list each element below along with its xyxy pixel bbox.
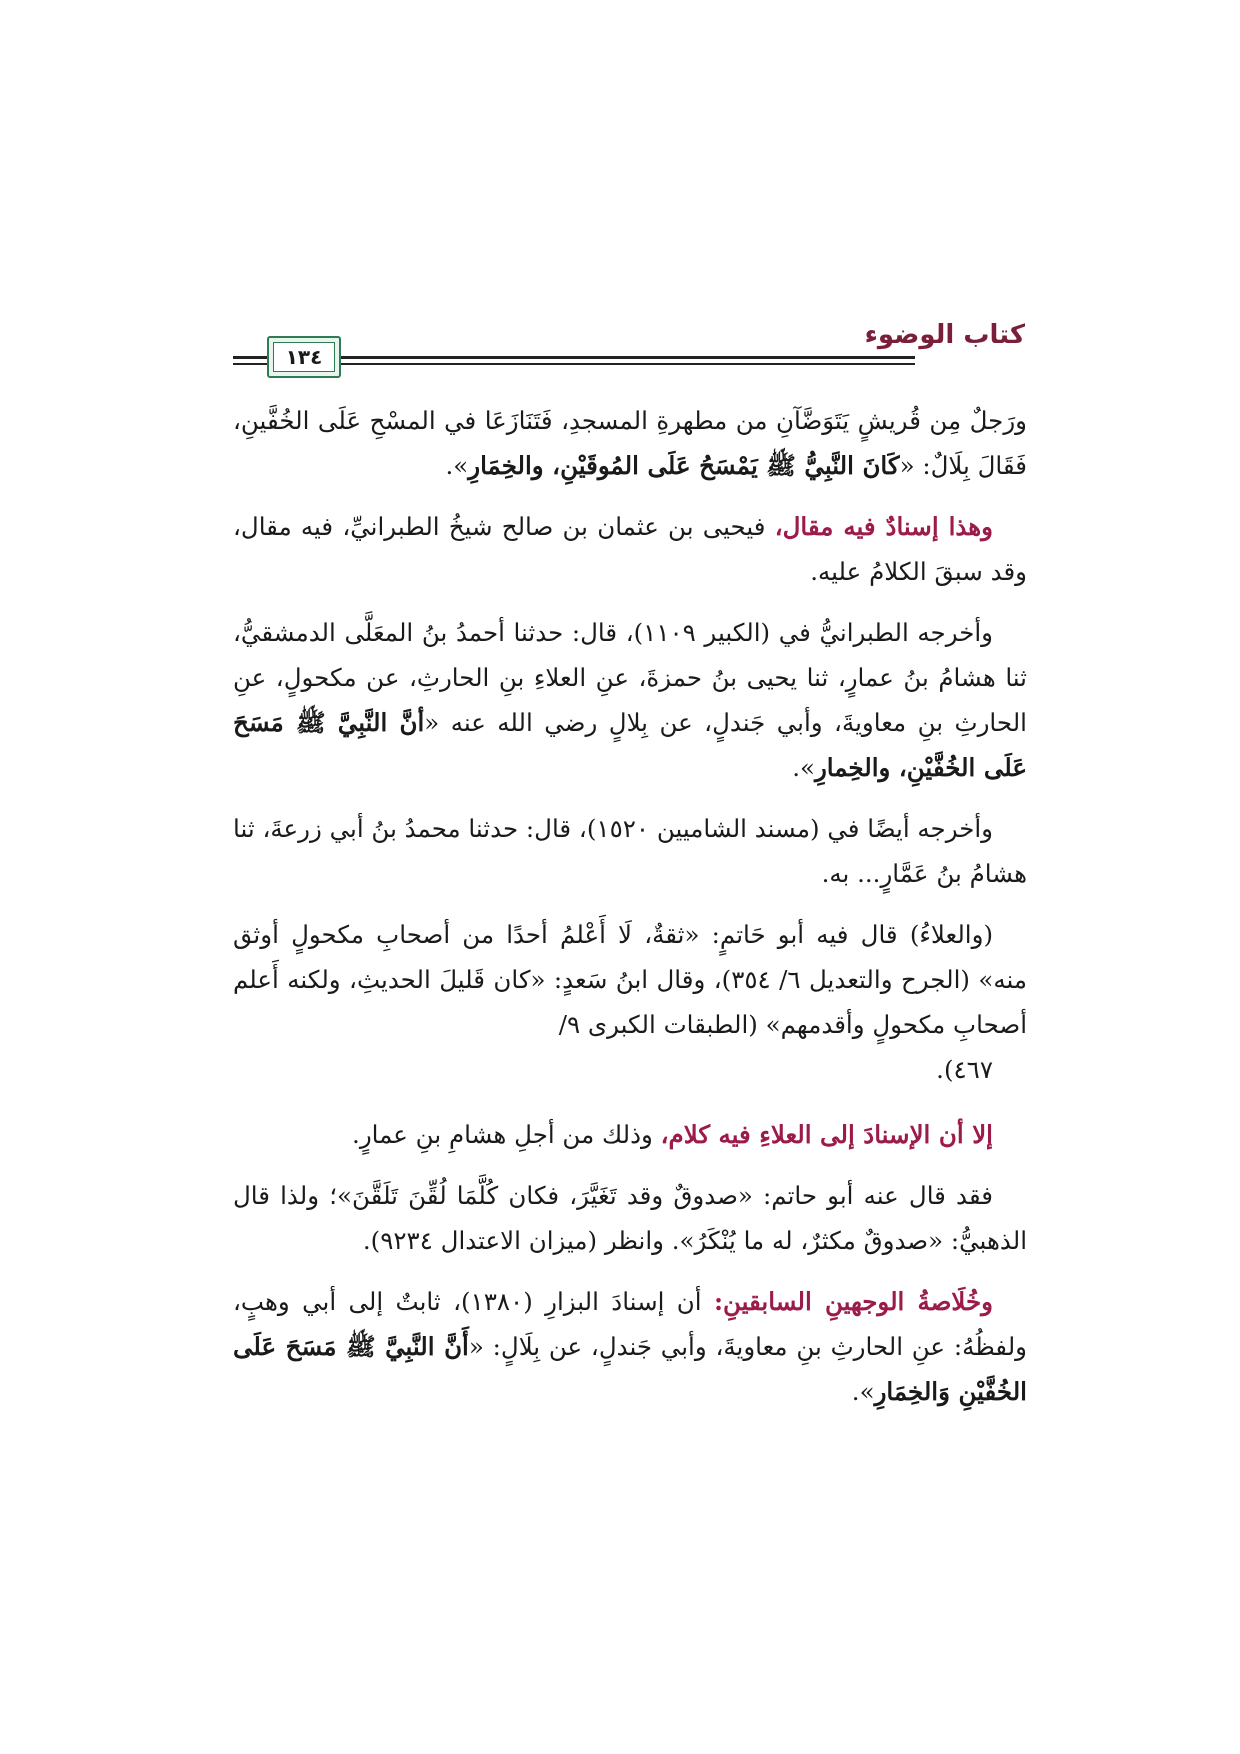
- citation-tail: ٤٦٧).: [936, 1055, 993, 1084]
- page-body: [233, 398, 1027, 1430]
- page-header: [233, 320, 1025, 382]
- paragraph-2: وهذا إسنادٌ فيه مقال، فيحيى بن عثمان بن صالح شيخُ الطبرانيِّ، فيه مقال، وقد سبقَ الكلامُ عليه.: [233, 512, 1027, 586]
- page-number-badge: [267, 336, 341, 378]
- header-rule-left-bottom: [233, 363, 263, 365]
- book-title: كتاب الوضوء: [864, 320, 1025, 350]
- paragraph-8: وخُلَاصةُ الوجهينِ السابقينِ: أن إسنادَ البزارِ (١٣٨٠)، ثابتٌ إلى أبي وهبٍ، ولفظُهُ: عنِ الحارثِ بنِ معاويةَ، وأبي جَندلٍ، عن بِلَالٍ: «أَنَّ النَّبِيَّ ﷺ مَسَحَ عَلَى الخُفَّيْنِ وَالخِمَارِ».: [233, 1287, 1028, 1406]
- header-rule-left-top: [233, 356, 263, 359]
- hadith-text: أنَّ النَّبِيَّ ﷺ مَسَحَ عَلَى الخُفَّيْنِ، والخِمارِ: [233, 708, 1027, 782]
- section-lead: إلا أن الإسنادَ إلى العلاءِ فيه كلام،: [660, 1120, 993, 1149]
- paragraph-5: (والعلاءُ) قال فيه أبو حَاتمٍ: «ثقةٌ، لَا أَعْلمُ أحدًا من أصحابِ مكحولٍ أوثق منه» (الجرح والتعديل ٦/ ٣٥٤)، وقال ابنُ سَعدٍ: «كان قَليلَ الحديثِ، ولكنه أَعلم أصحابِ مكحولٍ وأقدمهم» (الطبقات الكبرى ٩/ ٤٦٧).: [233, 912, 1027, 1092]
- paragraph-1: ورَجلٌ مِن قُريشٍ يَتَوَضَّآنِ من مطهرةِ المسجدِ، فَتَنَازَعَا في المسْحِ عَلَى الخُفَّينِ، فَقَالَ بِلَالٌ: «كَانَ النَّبِيُّ ﷺ يَمْسَحُ عَلَى المُوقَيْنِ، والخِمَارِ».: [233, 406, 1027, 480]
- page-number: ١٣٤: [273, 342, 335, 372]
- paragraph-6: إلا أن الإسنادَ إلى العلاءِ فيه كلام، وذلك من أجلِ هشامِ بنِ عمارٍ.: [352, 1120, 993, 1149]
- paragraph-3: وأخرجه الطبرانيُّ في (الكبير ١١٠٩)، قال: حدثنا أحمدُ بنُ المعَلَّى الدمشقيُّ، ثنا هشامُ بنُ عمارٍ، ثنا يحيى بنُ حمزةَ، عنِ العلاءِ بنِ الحارثِ، عن مكحولٍ، عنِ الحارثِ بنِ معاويةَ، وأبي جَندلٍ، عن بِلالٍ رضي الله عنه «أنَّ النَّبِيَّ ﷺ مَسَحَ عَلَى الخُفَّيْنِ، والخِمارِ».: [233, 618, 1027, 782]
- section-lead: وهذا إسنادٌ فيه مقال،: [774, 512, 994, 541]
- section-lead: وخُلَاصةُ الوجهينِ السابقينِ:: [713, 1287, 993, 1316]
- paragraph-4: وأخرجه أيضًا في (مسند الشاميين ١٥٢٠)، قال: حدثنا محمدُ بنُ أبي زرعةَ، ثنا هشامُ بنُ عَمَّارٍ... به.: [233, 814, 1027, 888]
- hadith-text: أَنَّ النَّبِيَّ ﷺ مَسَحَ عَلَى الخُفَّيْنِ وَالخِمَارِ: [233, 1332, 1027, 1406]
- paragraph-7: فقد قال عنه أبو حاتم: «صدوقٌ وقد تَغَيَّرَ، فكان كُلَّمَا لُقِّنَ تَلَقَّنَ»؛ ولذا قال الذهبيُّ: «صدوقٌ مكثرٌ، له ما يُنْكَرُ». وانظر (ميزان الاعتدال ٩٢٣٤).: [233, 1181, 1027, 1255]
- hadith-text: كَانَ النَّبِيُّ ﷺ يَمْسَحُ عَلَى المُوقَيْنِ، والخِمَارِ: [468, 451, 900, 480]
